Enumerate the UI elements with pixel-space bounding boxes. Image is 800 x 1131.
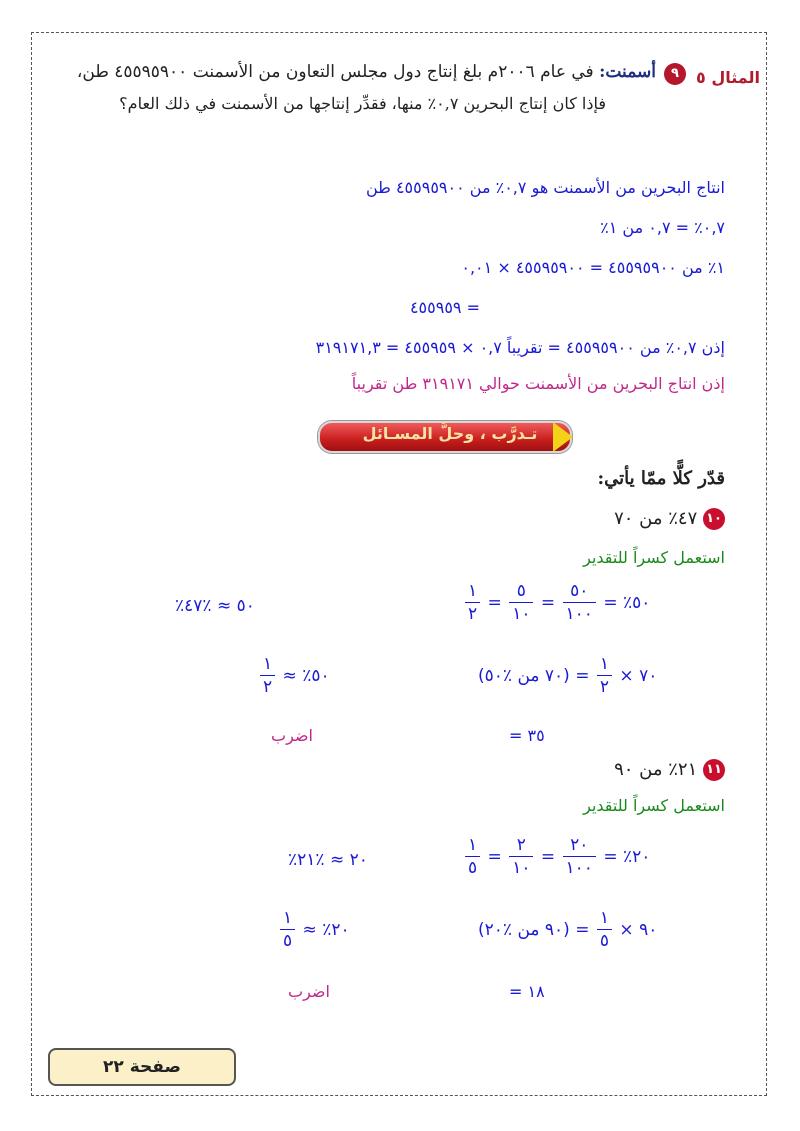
- q11-eq-1: =: [487, 847, 502, 867]
- q10-approx-1: ٪٥٠ ≈ ٪٤٧: [175, 596, 255, 616]
- solution-conclusion: إذن انتاج البحرين من الأسمنت حوالي ٣١٩١٧١ طن تقريباً: [351, 374, 725, 393]
- q10-calc-left: ٧٠ ×: [619, 666, 658, 686]
- example-statement-line2: فإذا كان إنتاج البحرين ٠,٧٪ منها، فقدِّر إنتاجها من الأسمنت في ذلك العام؟: [119, 94, 606, 113]
- question-10-hint: استعمل كسراً للتقدير: [583, 548, 725, 567]
- practice-banner-text: تـدرَّب ، وحلَّ المسـائل: [362, 424, 538, 443]
- example-number-badge: ٩: [664, 63, 686, 85]
- q10-approx2-text: ≈ ٪٥٠: [282, 666, 330, 686]
- solution-line-3: ١٪ من ٤٥٥٩٥٩٠٠ = ٤٥٥٩٥٩٠٠ × ٠,٠١: [461, 258, 725, 277]
- practice-title: قدّر كلًّا ممّا يأتي:: [597, 468, 725, 489]
- q10-frac3-num: ٥٠: [563, 583, 596, 603]
- banner-arrow-icon: [553, 422, 573, 452]
- question-11-hint: استعمل كسراً للتقدير: [583, 796, 725, 815]
- question-11-badge: ١١: [703, 759, 725, 781]
- q11-approx2-text: ≈ ٪٢٠: [302, 920, 350, 940]
- q10-calc-right: = (٧٠ من ٪٥٠): [478, 666, 590, 686]
- q10-fraction-chain: [463, 583, 650, 623]
- solution-line-1: انتاج البحرين من الأسمنت هو ٠,٧٪ من ٤٥٥٩٥٩٠٠ طن: [365, 178, 725, 197]
- q10-frac1-num: ١: [465, 583, 480, 603]
- q10-multiply-label: اضرب: [271, 726, 313, 745]
- q10-frac2-num: ٥: [509, 583, 533, 603]
- q10-calculation: [478, 656, 657, 696]
- question-11-text: ٢١٪ من ٩٠: [614, 759, 698, 780]
- q11-frac1-den: ٥: [468, 858, 478, 878]
- question-11: [614, 759, 725, 781]
- q10-calc-den: ٢: [599, 677, 609, 697]
- q11-calc-right: = (٩٠ من ٪٢٠): [478, 920, 590, 940]
- q10-frac1-den: ٢: [468, 604, 478, 624]
- example-text-line1: في عام ٢٠٠٦م بلغ إنتاج دول مجلس التعاون من الأسمنت ٤٥٥٩٥٩٠٠ طن،: [76, 62, 594, 82]
- q11-frac3-den: ١٠٠: [565, 858, 593, 878]
- q10-approx2-num: ١: [260, 656, 275, 676]
- q11-calc-left: ٩٠ ×: [619, 920, 658, 940]
- q11-calc-den: ٥: [599, 931, 609, 951]
- page-number-box: صفحة ٢٢: [48, 1048, 236, 1086]
- question-10-badge: ١٠: [703, 508, 725, 530]
- q10-eq-1: =: [487, 593, 502, 613]
- q11-frac2-den: ١٠: [512, 858, 531, 878]
- q10-calc-num: ١: [597, 656, 612, 676]
- q10-pct: = ٪٥٠: [603, 593, 651, 613]
- q11-result: = ١٨: [509, 982, 545, 1001]
- q11-approx2-den: ٥: [283, 931, 293, 951]
- q11-pct: = ٪٢٠: [603, 847, 651, 867]
- q11-calculation: [478, 910, 657, 950]
- q11-approx-1: ٪٢٠ ≈ ٪٢١: [288, 850, 368, 870]
- q10-result: = ٣٥: [509, 726, 545, 745]
- example-topic: أسمنت:: [599, 62, 656, 82]
- q11-eq-2: =: [540, 847, 556, 867]
- q11-fraction-chain: [463, 837, 650, 877]
- q10-approx2-den: ٢: [263, 677, 273, 697]
- q10-frac3-den: ١٠٠: [565, 604, 593, 624]
- q11-frac1-num: ١: [465, 837, 480, 857]
- solution-line-2: ٠,٧٪ = ٠,٧ من ١٪: [600, 218, 725, 237]
- q11-frac3-num: ٢٠: [563, 837, 596, 857]
- q11-approx2-num: ١: [280, 910, 295, 930]
- question-10: [614, 508, 725, 530]
- q11-multiply-label: اضرب: [288, 982, 330, 1001]
- q10-frac2-den: ١٠: [512, 604, 531, 624]
- q11-calc-num: ١: [597, 910, 612, 930]
- q10-approx-2: [258, 656, 330, 696]
- example-label: المثال ٥: [696, 68, 760, 87]
- solution-line-4: = ٤٥٥٩٥٩: [409, 298, 480, 317]
- q11-frac2-num: ٢: [509, 837, 533, 857]
- example-statement-line1: [77, 62, 656, 82]
- question-10-text: ٤٧٪ من ٧٠: [614, 508, 698, 529]
- q10-eq-2: =: [540, 593, 556, 613]
- solution-line-5: إذن ٠,٧٪ من ٤٥٥٩٥٩٠٠ = تقريباً ٠,٧ × ٤٥٥٩٥٩ = ٣١٩١٧١,٣: [315, 338, 725, 357]
- q11-approx-2: [278, 910, 350, 950]
